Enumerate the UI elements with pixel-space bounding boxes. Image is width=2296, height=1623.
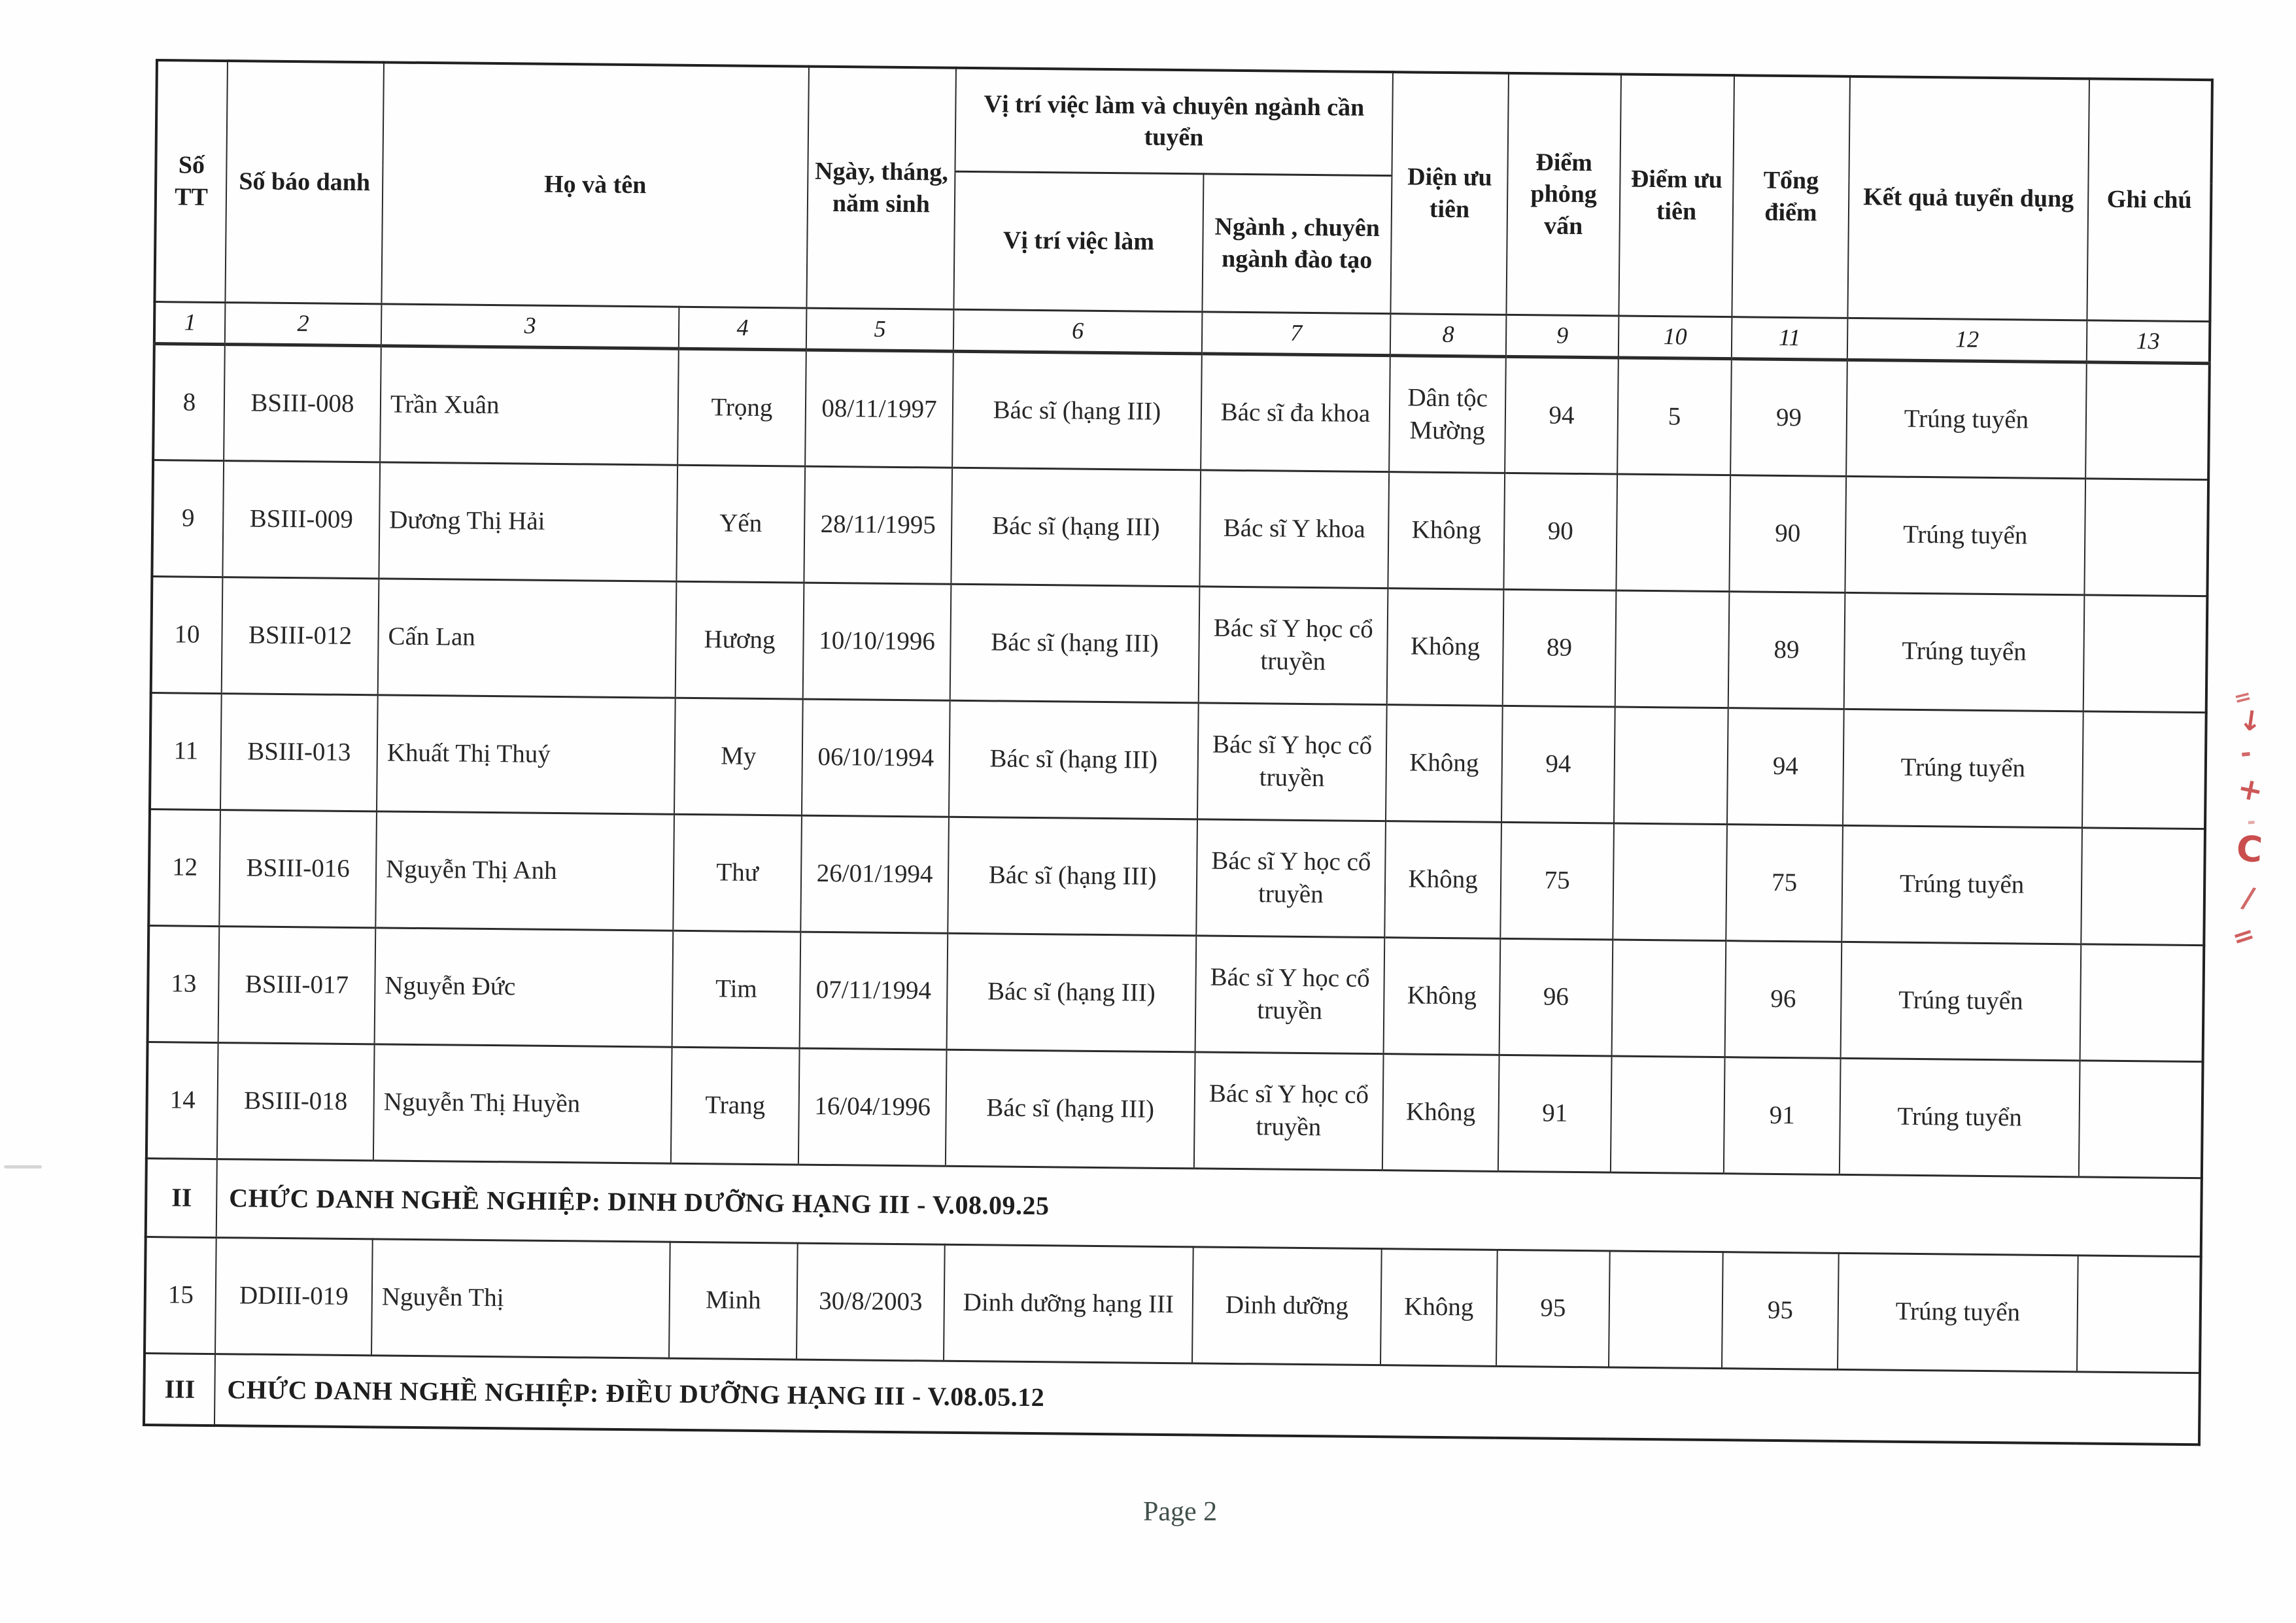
cell: Trúng tuyển	[1846, 360, 2087, 479]
table-row	[146, 1042, 2203, 1178]
cell	[2079, 1060, 2203, 1178]
cell: 90	[1729, 475, 1846, 592]
cell: 91	[1498, 1055, 1612, 1172]
cell	[1614, 707, 1728, 825]
col-number: 6	[953, 309, 1203, 354]
cell	[1611, 1056, 1725, 1174]
cell: 89	[1503, 589, 1617, 707]
cell: Bác sĩ (hạng III)	[946, 1050, 1195, 1169]
cell: 10	[151, 576, 223, 693]
col-header-so-bao-danh: Số báo danh	[225, 61, 384, 303]
cell: Tim	[672, 931, 801, 1048]
cell: 91	[1724, 1057, 1841, 1174]
cell: Không	[1380, 1248, 1498, 1366]
cell: 95	[1722, 1252, 1839, 1369]
cell: BSIII-008	[224, 344, 381, 462]
cell: Bác sĩ (hạng III)	[951, 468, 1201, 587]
cell: BSIII-018	[217, 1042, 375, 1160]
cell: Nguyễn Đức	[375, 927, 674, 1046]
cell: Dinh dưỡng hạng III	[944, 1244, 1193, 1363]
cell	[1615, 590, 1730, 708]
section-title: CHỨC DANH NGHỀ NGHIỆP: ĐIỀU DƯỠNG HẠNG III - V.08.05.12	[214, 1354, 2200, 1444]
table-row	[153, 343, 2210, 479]
table-row	[152, 460, 2208, 596]
recruitment-results-table	[143, 59, 2214, 1446]
cell: Thư	[673, 814, 802, 932]
cell: Trang	[671, 1047, 800, 1165]
cell: BSIII-009	[222, 460, 380, 578]
cell	[2081, 827, 2205, 945]
cell: Không	[1382, 1053, 1499, 1171]
table-row	[150, 692, 2206, 829]
cell: 94	[1501, 706, 1615, 823]
cell: Bác sĩ Y khoa	[1199, 470, 1389, 588]
cell: Bác sĩ Y học cổ truyền	[1199, 586, 1388, 704]
red-pen-mark: C	[2235, 827, 2264, 871]
red-pen-mark: +	[2234, 769, 2267, 810]
cell: Trúng tuyển	[1845, 476, 2085, 595]
cell: Trúng tuyển	[1842, 825, 2082, 944]
table-row	[148, 809, 2205, 945]
cell: Dinh dưỡng	[1192, 1246, 1382, 1365]
col-header-tong-diem: Tổng điểm	[1732, 75, 1850, 318]
cell: 96	[1725, 940, 1842, 1058]
cell: DDIII-019	[215, 1237, 373, 1355]
cell: 30/8/2003	[797, 1243, 945, 1361]
header-row-1	[156, 60, 2212, 183]
cell: Bác sĩ Y học cổ truyền	[1194, 1051, 1384, 1170]
col-number: 2	[225, 302, 382, 345]
cell: BSIII-016	[219, 810, 377, 927]
cell: Bác sĩ đa khoa	[1201, 353, 1390, 471]
cell: 26/01/1994	[800, 815, 949, 933]
table-header	[154, 60, 2212, 363]
cell: 13	[148, 925, 220, 1042]
cell: Bác sĩ (hạng III)	[952, 351, 1202, 470]
cell: Không	[1384, 821, 1501, 938]
cell: 9	[152, 460, 224, 577]
col-header-diem-uu-tien: Điểm ưu tiên	[1619, 75, 1734, 317]
cell: 95	[1496, 1250, 1610, 1367]
page-number: Page 2	[1143, 1497, 1218, 1527]
section-number: II	[146, 1158, 217, 1237]
col-header-stt: Số TT	[154, 60, 228, 302]
cell: 75	[1500, 822, 1614, 940]
cell: 16/04/1996	[798, 1048, 947, 1166]
cell: Bác sĩ Y học cổ truyền	[1197, 702, 1387, 821]
cell: Bác sĩ Y học cổ truyền	[1195, 935, 1385, 1053]
cell: Dân tộc Mường	[1389, 355, 1506, 473]
cell: Trúng tuyển	[1844, 592, 2085, 711]
cell: Bác sĩ (hạng III)	[949, 700, 1199, 819]
cell: Trúng tuyển	[1843, 709, 2083, 828]
cell: Hương	[676, 581, 804, 699]
cell: 12	[148, 809, 220, 926]
cell: Nguyễn Thị	[371, 1239, 670, 1358]
col-number: 10	[1619, 316, 1732, 359]
cell: Trúng tuyển	[1841, 942, 2082, 1061]
col-header-diem-phong-van: Điểm phỏng vấn	[1506, 73, 1621, 316]
cell: 89	[1728, 591, 1845, 709]
cell: Trần Xuân	[380, 345, 679, 464]
col-number: 4	[679, 307, 807, 350]
cell: Trúng tuyển	[1840, 1058, 2080, 1177]
col-number: 8	[1390, 313, 1507, 356]
col-header-ket-qua: Kết quả tuyển dụng	[1847, 77, 2089, 320]
cell: 5	[1617, 358, 1732, 475]
cell	[1612, 940, 1726, 1057]
cell: 90	[1503, 473, 1617, 590]
cell	[1613, 823, 1727, 941]
cell: Bác sĩ Y học cổ truyền	[1196, 819, 1386, 937]
cell: BSIII-012	[222, 577, 379, 694]
cell: 75	[1726, 824, 1843, 942]
cell: 07/11/1994	[800, 932, 948, 1050]
red-pen-mark: =	[2228, 918, 2259, 955]
col-header-ngay-sinh: Ngày, tháng, năm sinh	[806, 67, 956, 309]
red-pen-mark: -	[2238, 738, 2253, 769]
results-table-wrap	[143, 59, 2214, 1446]
cell: 8	[153, 343, 225, 460]
col-number: 3	[381, 303, 679, 348]
cell: 10/10/1996	[803, 583, 951, 700]
cell: Minh	[669, 1242, 798, 1359]
cell: Bác sĩ (hạng III)	[948, 817, 1197, 936]
section-number: III	[144, 1353, 215, 1426]
cell: 99	[1730, 358, 1847, 476]
col-number: 1	[154, 301, 226, 344]
col-number: 12	[1847, 318, 2087, 362]
cell: 96	[1499, 938, 1613, 1056]
cell: Không	[1386, 704, 1503, 822]
cell: 08/11/1997	[805, 350, 953, 468]
cell	[1609, 1251, 1723, 1369]
cell: Trúng tuyển	[1838, 1253, 2078, 1372]
cell: Không	[1384, 937, 1501, 1055]
table-row	[145, 1237, 2201, 1373]
cell: Trọng	[677, 349, 806, 466]
table-row	[151, 576, 2208, 712]
col-header-ghi-chu: Ghi chú	[2087, 78, 2212, 321]
cell: Không	[1388, 471, 1505, 589]
cell: 06/10/1994	[802, 699, 950, 817]
col-number: 11	[1732, 316, 1848, 360]
col-header-ho-va-ten: Họ và tên	[381, 62, 809, 307]
cell: Nguyễn Thị Huyền	[373, 1044, 672, 1163]
cell: 94	[1727, 708, 1844, 825]
cell: Nguyễn Thị Anh	[375, 811, 674, 930]
cell: 15	[145, 1237, 216, 1354]
cell	[1616, 474, 1730, 592]
cell	[2084, 478, 2208, 596]
cell: BSIII-017	[218, 926, 376, 1044]
cell: 94	[1505, 356, 1619, 474]
cell: Dương Thị Hải	[379, 462, 677, 581]
table-body	[144, 343, 2210, 1444]
col-header-group-vi-tri: Vị trí việc làm và chuyên ngành cần tuyển	[955, 68, 1393, 175]
cell: My	[674, 698, 803, 815]
margin-dash-artifact	[4, 1165, 42, 1169]
cell: Không	[1387, 588, 1504, 706]
cell	[2077, 1255, 2201, 1373]
cell: Bác sĩ (hạng III)	[950, 584, 1200, 703]
cell	[2082, 711, 2206, 829]
col-number: 9	[1506, 315, 1619, 358]
section-title: CHỨC DANH NGHỀ NGHIỆP: DINH DƯỠNG HẠNG III - V.08.09.25	[216, 1159, 2202, 1256]
cell: Yến	[676, 465, 805, 583]
cell: 14	[146, 1042, 218, 1159]
cell: Bác sĩ (hạng III)	[947, 933, 1197, 1052]
col-header-dien-uu-tien: Diện ưu tiên	[1390, 72, 1509, 315]
cell: 11	[150, 692, 222, 810]
red-pen-mark: /	[2239, 880, 2258, 916]
col-number: 13	[2087, 320, 2210, 363]
col-header-nganh-dao-tao: Ngành , chuyên ngành đào tạo	[1202, 173, 1392, 313]
red-pen-mark: ↓	[2236, 703, 2265, 739]
red-pen-mark: -	[2246, 808, 2257, 834]
cell: Cấn Lan	[378, 578, 677, 697]
cell	[2080, 944, 2204, 1061]
col-header-vi-tri-viec-lam: Vị trí việc làm	[953, 171, 1203, 312]
red-pen-mark: =	[2231, 683, 2255, 711]
cell: Khuất Thị Thuý	[377, 694, 676, 813]
cell	[2085, 362, 2210, 479]
table-row	[148, 925, 2204, 1061]
col-number: 7	[1202, 311, 1391, 355]
col-number: 5	[806, 308, 954, 351]
cell: 28/11/1995	[804, 466, 952, 584]
cell: BSIII-013	[220, 693, 378, 811]
cell	[2083, 594, 2208, 712]
